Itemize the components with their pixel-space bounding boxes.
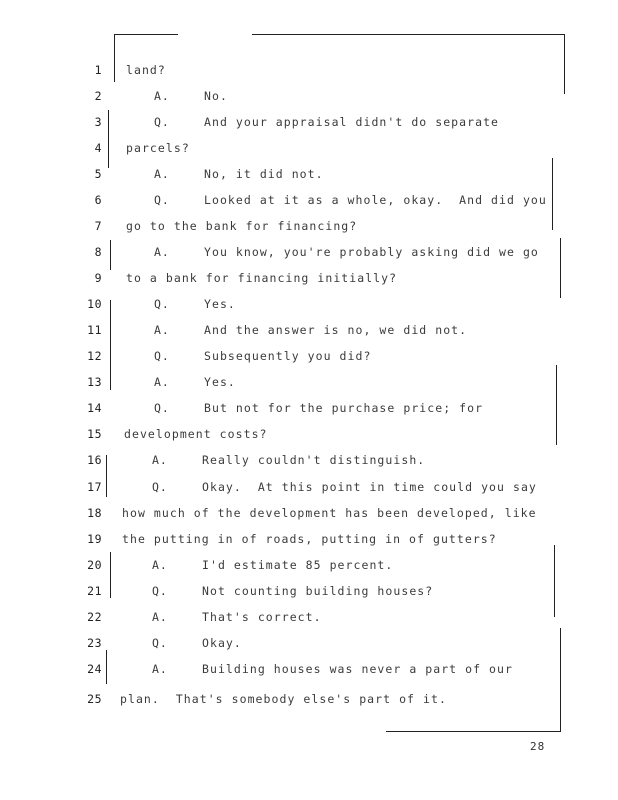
line-number: 6 <box>94 193 102 207</box>
speaker-label: A. <box>152 662 168 676</box>
line-number: 25 <box>87 692 102 706</box>
speaker-label: Q. <box>152 480 168 494</box>
transcript-line <box>0 633 618 653</box>
transcript-line <box>0 346 618 366</box>
line-number: 16 <box>87 453 102 467</box>
speaker-label: Q. <box>152 636 168 650</box>
line-number: 9 <box>94 271 102 285</box>
line-text: Yes. <box>204 297 236 311</box>
line-number: 10 <box>87 297 102 311</box>
transcript-line <box>0 320 618 340</box>
transcript-line <box>0 503 618 523</box>
border-top-right <box>252 34 564 35</box>
line-text: Subsequently you did? <box>204 349 372 363</box>
speaker-label: A. <box>152 453 168 467</box>
line-number: 4 <box>94 141 102 155</box>
transcript-line <box>0 424 618 444</box>
line-text: You know, you're probably asking did we go <box>204 245 539 259</box>
page-number: 28 <box>530 740 546 753</box>
speaker-label: Q. <box>154 401 170 415</box>
line-text: parcels? <box>126 141 190 155</box>
speaker-label: Q. <box>154 115 170 129</box>
line-number: 19 <box>87 532 102 546</box>
speaker-label: A. <box>152 558 168 572</box>
line-number: 5 <box>94 167 102 181</box>
line-number: 13 <box>87 375 102 389</box>
line-text: Yes. <box>204 375 236 389</box>
line-text: But not for the purchase price; for <box>204 401 484 415</box>
line-text: No. <box>204 89 228 103</box>
line-number: 11 <box>87 323 102 337</box>
border-top-left <box>114 34 178 35</box>
transcript-line <box>0 659 618 679</box>
transcript-line <box>0 581 618 601</box>
transcript-line <box>0 372 618 392</box>
line-text: Okay. <box>202 636 242 650</box>
line-text: That's correct. <box>202 610 322 624</box>
line-number: 20 <box>87 558 102 572</box>
line-text: I'd estimate 85 percent. <box>202 558 394 572</box>
line-number: 17 <box>87 480 102 494</box>
line-number: 1 <box>94 63 102 77</box>
line-number: 8 <box>94 245 102 259</box>
line-text: Really couldn't distinguish. <box>202 453 426 467</box>
speaker-label: A. <box>152 610 168 624</box>
line-text: plan. That's somebody else's part of it. <box>120 692 447 706</box>
transcript-line <box>0 689 618 709</box>
line-text: Okay. At this point in time could you say <box>202 480 537 494</box>
transcript-line <box>0 216 618 236</box>
transcript-line <box>0 268 618 288</box>
line-number: 14 <box>87 401 102 415</box>
transcript-line <box>0 477 618 497</box>
speaker-label: Q. <box>154 349 170 363</box>
transcript-line <box>0 138 618 158</box>
line-number: 3 <box>94 115 102 129</box>
speaker-label: A. <box>154 323 170 337</box>
line-number: 7 <box>94 219 102 233</box>
transcript-line <box>0 398 618 418</box>
line-text: to a bank for financing initially? <box>126 271 398 285</box>
transcript-line <box>0 555 618 575</box>
transcript-line <box>0 450 618 470</box>
speaker-label: A. <box>154 167 170 181</box>
line-text: development costs? <box>124 427 268 441</box>
speaker-label: Q. <box>152 584 168 598</box>
line-text: land? <box>126 63 166 77</box>
border-bottom <box>386 731 561 732</box>
line-text: And the answer is no, we did not. <box>204 323 468 337</box>
transcript-line <box>0 242 618 262</box>
line-text: how much of the development has been developed, like <box>122 506 537 520</box>
transcript-line <box>0 190 618 210</box>
line-text: Not counting building houses? <box>202 584 434 598</box>
line-text: Building houses was never a part of our <box>202 662 513 676</box>
line-number: 24 <box>87 662 102 676</box>
line-text: the putting in of roads, putting in of gutters? <box>122 532 497 546</box>
speaker-label: Q. <box>154 193 170 207</box>
speaker-label: A. <box>154 375 170 389</box>
line-number: 21 <box>87 584 102 598</box>
transcript-line <box>0 529 618 549</box>
line-number: 18 <box>87 506 102 520</box>
line-number: 15 <box>87 427 102 441</box>
line-number: 12 <box>87 349 102 363</box>
transcript-line <box>0 607 618 627</box>
speaker-label: Q. <box>154 297 170 311</box>
speaker-label: A. <box>154 89 170 103</box>
speaker-label: A. <box>154 245 170 259</box>
line-number: 22 <box>87 610 102 624</box>
transcript-line <box>0 86 618 106</box>
line-number: 23 <box>87 636 102 650</box>
line-text: No, it did not. <box>204 167 324 181</box>
line-text: And your appraisal didn't do separate <box>204 115 500 129</box>
transcript-line <box>0 294 618 314</box>
transcript-line <box>0 112 618 132</box>
transcript-line <box>0 60 618 80</box>
line-text: Looked at it as a whole, okay. And did you <box>204 193 547 207</box>
line-text: go to the bank for financing? <box>126 219 358 233</box>
line-number: 2 <box>94 89 102 103</box>
transcript-line <box>0 164 618 184</box>
